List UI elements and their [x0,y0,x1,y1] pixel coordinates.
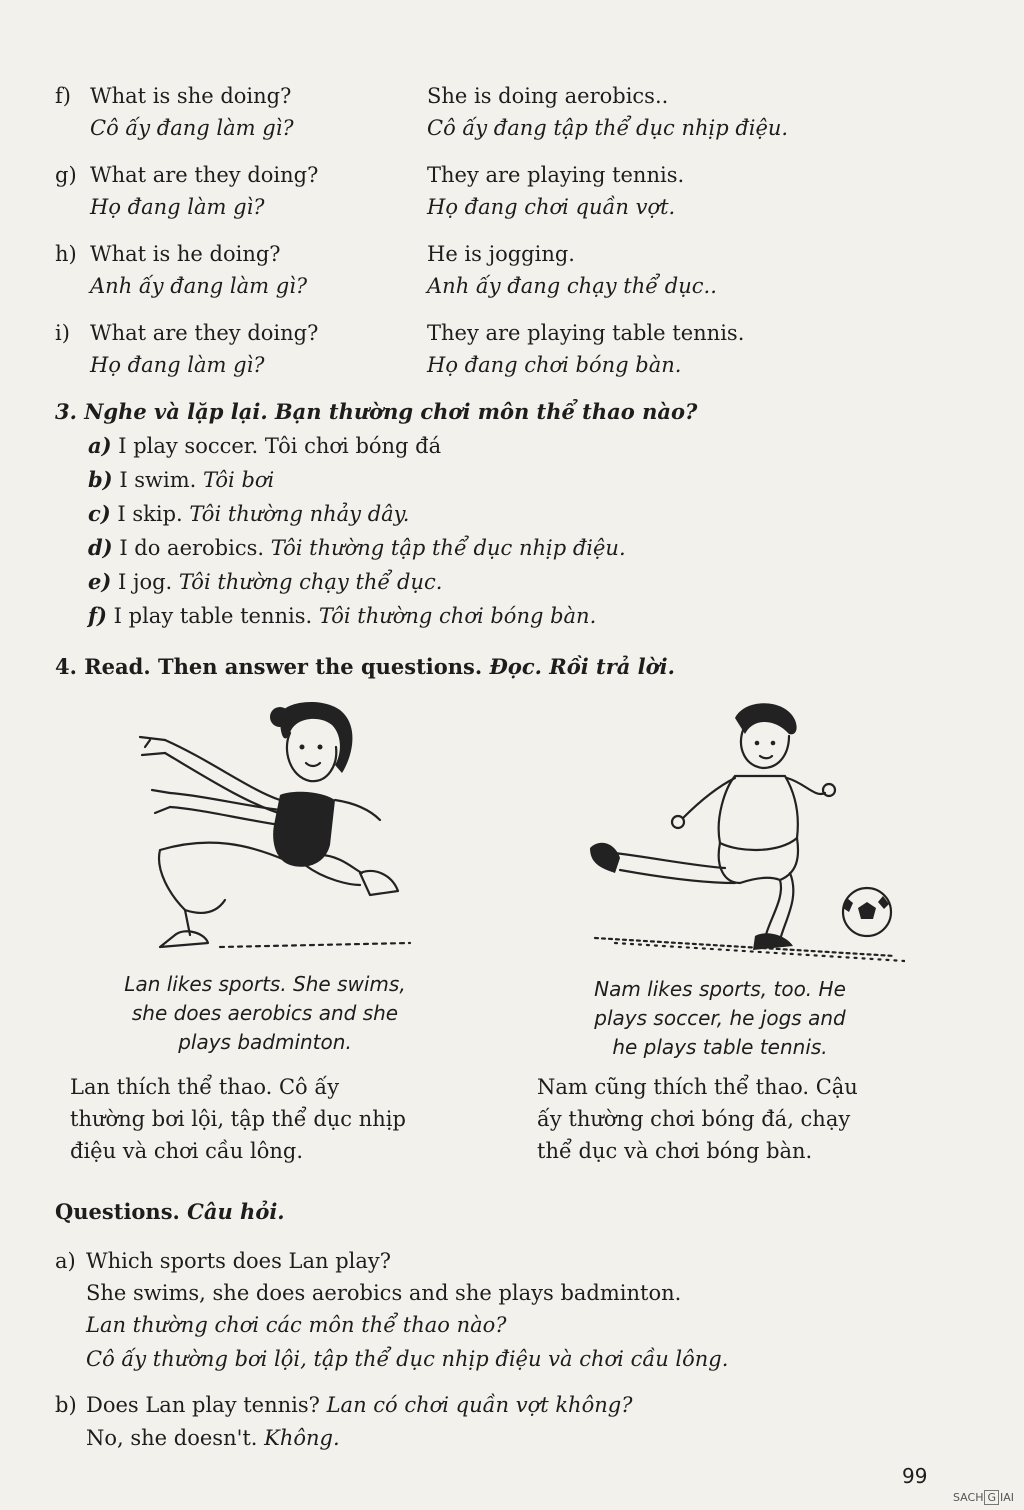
item-letter: a) [88,433,112,458]
item-vi: Tôi thường chạy thể dục. [178,570,443,594]
dialogue-g-letter: g) [55,163,77,187]
question-b-answer-line [86,1422,340,1454]
section-3-item-f [88,600,596,632]
nam-caption-line-2: plays soccer, he jogs and [594,1006,846,1030]
item-letter: d) [88,535,113,560]
lan-translation-line-3: điệu và chơi cầu lông. [70,1139,303,1163]
dialogue-g-answer-vi: Họ đang chơi quần vợt. [427,195,676,219]
question-a-en: Which sports does Lan play? [86,1249,392,1273]
section-4-heading [55,651,675,683]
dialogue-g-question-vi: Họ đang làm gì? [90,195,265,219]
dialogue-g-question: What are they doing? [90,163,319,187]
dialogue-f-question-vi: Cô ấy đang làm gì? [90,116,294,140]
lan-caption-line-1: Lan likes sports. She swims, [124,972,406,996]
dialogue-i-question-vi: Họ đang làm gì? [90,353,265,377]
lan-translation-line-1: Lan thích thể thao. Cô ấy [70,1075,340,1099]
dialogue-f-answer: She is doing aerobics.. [427,84,669,108]
section-3-item-d [88,532,626,564]
item-vi: Tôi chơi bóng đá [264,434,442,458]
item-letter: f) [88,603,107,628]
section-3-item-b [88,464,274,496]
dialogue-i-letter: i) [55,321,70,345]
logo-text-mid: G [984,1490,999,1505]
question-b-en: Does Lan play tennis? [86,1393,320,1417]
nam-caption [535,975,905,1062]
item-letter: c) [88,501,111,526]
item-vi: Tôi thường chơi bóng bàn. [318,604,597,628]
nam-translation-line-3: thể dục và chơi bóng bàn. [537,1139,813,1163]
lan-translation [70,1071,406,1167]
nam-caption-line-1: Nam likes sports, too. He [594,977,846,1001]
item-vi: Tôi bơi [203,468,275,492]
dialogue-f-letter: f) [55,84,71,108]
question-b-line [86,1389,632,1421]
question-b-vi: Lan có chơi quần vợt không? [326,1393,633,1417]
section-4-heading-vi: Đọc. Rồi trả lời. [489,654,675,679]
questions-heading [55,1196,285,1228]
item-en: I skip. [117,502,183,526]
section-3-heading: 3. Nghe và lặp lại. Bạn thường chơi môn thể thao nào? [55,399,698,424]
question-a-vi: Lan thường chơi các môn thể thao nào? [86,1313,507,1337]
nam-translation-line-1: Nam cũng thích thể thao. Cậu [537,1075,858,1099]
item-vi: Tôi thường tập thể dục nhịp điệu. [270,536,626,560]
section-3-item-a [88,430,441,462]
item-en: I swim. [119,468,197,492]
question-b-letter: b) [55,1393,77,1417]
question-a-letter: a) [55,1249,76,1273]
dialogue-i-answer-vi: Họ đang chơi bóng bàn. [427,353,682,377]
page-number: 99 [902,1464,928,1488]
lan-caption-line-3: plays badminton. [178,1030,352,1054]
lan-caption-line-2: she does aerobics and she [131,1001,399,1025]
dialogue-h-question-vi: Anh ấy đang làm gì? [90,274,308,298]
nam-soccer-illustration [575,698,905,966]
item-letter: e) [88,569,112,594]
question-a-answer: She swims, she does aerobics and she plays badminton. [86,1281,682,1305]
item-en: I play table tennis. [113,604,313,628]
item-en: I play soccer. [118,434,259,458]
question-b-answer-vi: Không. [264,1426,340,1450]
dialogue-h-answer-vi: Anh ấy đang chạy thể dục.. [427,274,717,298]
item-en: I jog. [117,570,173,594]
dialogue-f-answer-vi: Cô ấy đang tập thể dục nhịp điệu. [427,116,789,140]
nam-translation [537,1071,858,1167]
questions-heading-en: Questions. [55,1199,180,1224]
dialogue-h-answer: He is jogging. [427,242,575,266]
item-letter: b) [88,467,113,492]
question-b-answer: No, she doesn't. [86,1426,258,1450]
lan-caption [85,970,445,1057]
section-4-heading-en: 4. Read. Then answer the questions. [55,654,483,679]
dialogue-i-answer: They are playing table tennis. [427,321,745,345]
logo-text-right: IAI [1000,1491,1015,1504]
dialogue-h-question: What is he doing? [90,242,281,266]
dialogue-f-question: What is she doing? [90,84,292,108]
item-en: I do aerobics. [119,536,265,560]
questions-heading-vi: Câu hỏi. [187,1199,285,1224]
sachgiai-logo [953,1491,1014,1504]
lan-translation-line-2: thường bơi lội, tập thể dục nhịp [70,1107,406,1131]
nam-caption-line-3: he plays table tennis. [612,1035,828,1059]
logo-text-left: SACH [953,1491,984,1504]
dialogue-i-question: What are they doing? [90,321,319,345]
section-3-item-c [88,498,409,530]
question-a-answer-vi: Cô ấy thường bơi lội, tập thể dục nhịp điệu và chơi cầu lông. [86,1347,729,1371]
dialogue-g-answer: They are playing tennis. [427,163,685,187]
lan-aerobics-illustration [130,695,430,960]
dialogue-h-letter: h) [55,242,77,266]
section-3-item-e [88,566,442,598]
nam-translation-line-2: ấy thường chơi bóng đá, chạy [537,1107,851,1131]
item-vi: Tôi thường nhảy dây. [189,502,410,526]
